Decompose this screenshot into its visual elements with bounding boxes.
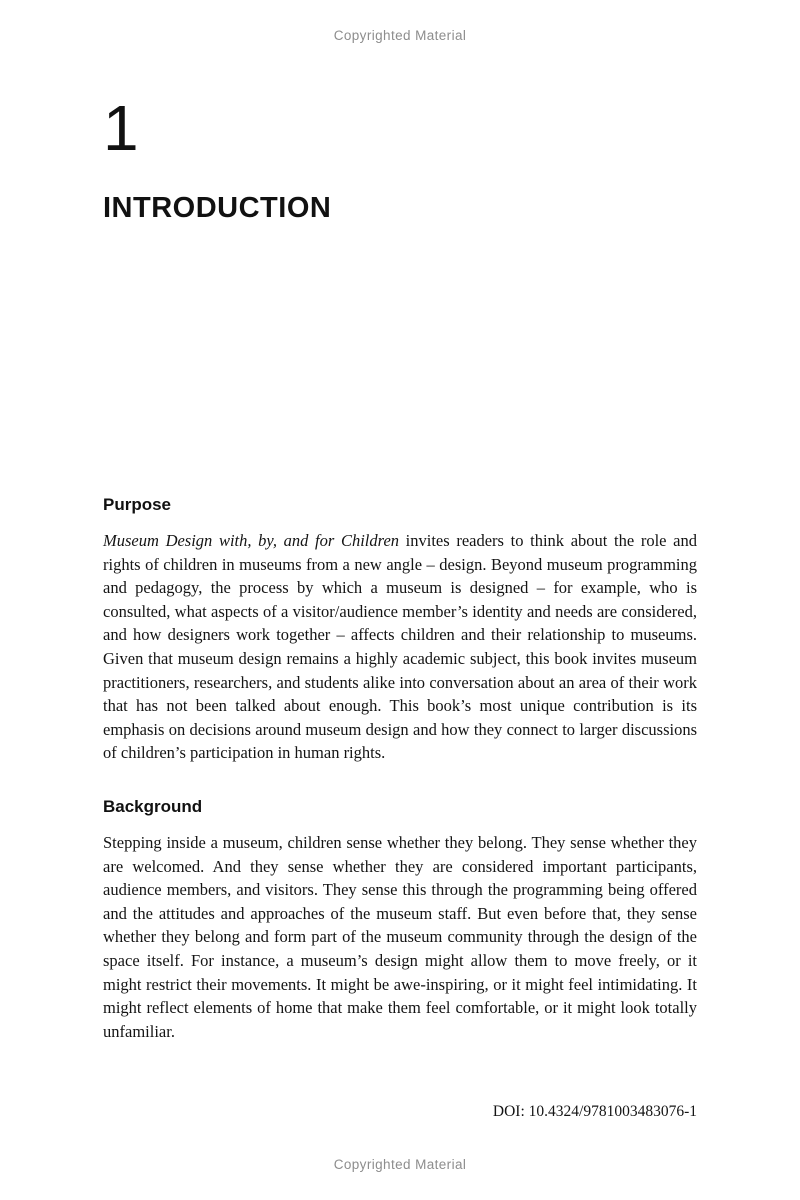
section-heading-background: Background <box>103 796 203 816</box>
section-heading-purpose: Purpose <box>103 495 172 514</box>
copyright-notice-bottom: Copyrighted Material <box>333 1157 467 1172</box>
chapter-number: 1 <box>103 92 139 164</box>
background-paragraph: Stepping inside a museum, children sense whether they belong. They sense whether they are welcomed. And they sense whether they are considered important participants, audience members, and visitors. They sense this through the programming being offered and the attitudes and approaches of the museum staff. But even before that, they sense whether they belong and form part of the museum community through the design of the space itself. For instance, a museum’s design might allow them to move freely, or it might restrict their movements. It might be awe-inspiring, or it might feel intimidating. It might reflect elements of home that make them feel comfortable, or it might look totally unfamiliar. <box>103 832 697 1041</box>
section-purpose <box>103 495 697 765</box>
section-background <box>103 797 697 1043</box>
purpose-paragraph-text: invites readers to think about the role and rights of children in museums from a new angle – design. Beyond museum programming and pedagogy, the process by which a museum is designed – for example, who is consulted, what aspects of a visitor/audience member’s identity and needs are considered, and how designers work together – affects children and their relationship to museums. Given that museum design remains a highly academic subject, this book invites museum practitioners, researchers, and students alike into conversation about an area of their work that has not been talked about enough. This book’s most unique contribution is its emphasis on decisions around museum design and how they connect to larger discussions of children’s participation in human rights. <box>103 531 697 763</box>
page-content <box>103 495 697 1043</box>
copyright-notice-top: Copyrighted Material <box>333 28 467 43</box>
book-title-italic: Museum Design with, by, and for Children <box>103 531 400 550</box>
doi-reference: DOI: 10.4324/9781003483076-1 <box>492 1103 697 1120</box>
purpose-paragraph <box>103 529 697 765</box>
chapter-title: INTRODUCTION <box>103 192 332 224</box>
